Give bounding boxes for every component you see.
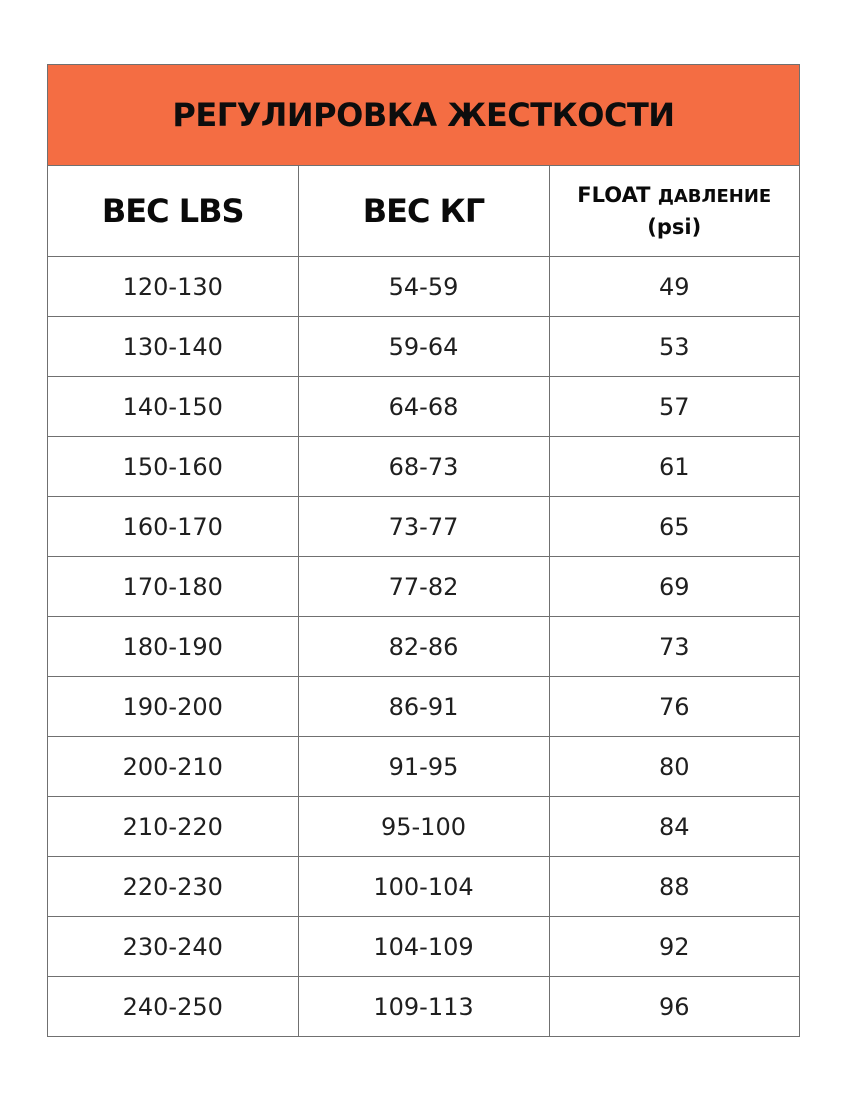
pressure-header-word: ДАВЛЕНИЕ bbox=[657, 186, 772, 207]
table-row bbox=[48, 437, 799, 497]
cell-pressure-psi: 65 bbox=[549, 497, 799, 557]
table-row bbox=[48, 977, 799, 1037]
cell-weight-lbs: 240-250 bbox=[48, 977, 298, 1037]
cell-weight-lbs: 170-180 bbox=[48, 557, 298, 617]
cell-pressure-psi: 69 bbox=[549, 557, 799, 617]
cell-weight-lbs: 150-160 bbox=[48, 437, 298, 497]
cell-weight-kg: 77-82 bbox=[298, 557, 549, 617]
title-bar bbox=[48, 65, 799, 166]
cell-weight-lbs: 180-190 bbox=[48, 617, 298, 677]
cell-weight-kg: 82-86 bbox=[298, 617, 549, 677]
table-row bbox=[48, 317, 799, 377]
cell-weight-kg: 68-73 bbox=[298, 437, 549, 497]
cell-weight-lbs: 190-200 bbox=[48, 677, 298, 737]
cell-pressure-psi: 61 bbox=[549, 437, 799, 497]
cell-weight-lbs: 120-130 bbox=[48, 257, 298, 317]
table-body bbox=[48, 257, 799, 1037]
column-header-weight-lbs: ВЕС LBS bbox=[48, 166, 298, 257]
table-row bbox=[48, 917, 799, 977]
cell-weight-lbs: 160-170 bbox=[48, 497, 298, 557]
cell-weight-lbs: 140-150 bbox=[48, 377, 298, 437]
cell-weight-kg: 91-95 bbox=[298, 737, 549, 797]
cell-weight-kg: 95-100 bbox=[298, 797, 549, 857]
stiffness-chart bbox=[47, 64, 800, 1037]
cell-weight-kg: 100-104 bbox=[298, 857, 549, 917]
cell-weight-lbs: 130-140 bbox=[48, 317, 298, 377]
table-row bbox=[48, 797, 799, 857]
table-row bbox=[48, 377, 799, 437]
pressure-header-float: FLOAT bbox=[577, 183, 651, 207]
table-row bbox=[48, 857, 799, 917]
table-row bbox=[48, 557, 799, 617]
table-row bbox=[48, 257, 799, 317]
cell-pressure-psi: 57 bbox=[549, 377, 799, 437]
cell-weight-kg: 59-64 bbox=[298, 317, 549, 377]
cell-pressure-psi: 53 bbox=[549, 317, 799, 377]
cell-pressure-psi: 96 bbox=[549, 977, 799, 1037]
cell-pressure-psi: 84 bbox=[549, 797, 799, 857]
cell-weight-lbs: 200-210 bbox=[48, 737, 298, 797]
cell-pressure-psi: 73 bbox=[549, 617, 799, 677]
cell-weight-kg: 104-109 bbox=[298, 917, 549, 977]
cell-pressure-psi: 80 bbox=[549, 737, 799, 797]
cell-weight-kg: 86-91 bbox=[298, 677, 549, 737]
header-row bbox=[48, 166, 799, 257]
stiffness-table bbox=[48, 166, 799, 1036]
cell-weight-lbs: 230-240 bbox=[48, 917, 298, 977]
cell-pressure-psi: 88 bbox=[549, 857, 799, 917]
cell-weight-kg: 64-68 bbox=[298, 377, 549, 437]
cell-pressure-psi: 92 bbox=[549, 917, 799, 977]
cell-weight-kg: 73-77 bbox=[298, 497, 549, 557]
table-row bbox=[48, 497, 799, 557]
cell-weight-kg: 109-113 bbox=[298, 977, 549, 1037]
table-row bbox=[48, 677, 799, 737]
cell-pressure-psi: 76 bbox=[549, 677, 799, 737]
table-row bbox=[48, 737, 799, 797]
chart-title: РЕГУЛИРОВКА ЖЕСТКОСТИ bbox=[172, 96, 675, 134]
pressure-header-unit: (psi) bbox=[647, 215, 702, 239]
cell-pressure-psi: 49 bbox=[549, 257, 799, 317]
cell-weight-lbs: 220-230 bbox=[48, 857, 298, 917]
column-header-weight-kg: ВЕС КГ bbox=[298, 166, 549, 257]
table-row bbox=[48, 617, 799, 677]
cell-weight-kg: 54-59 bbox=[298, 257, 549, 317]
column-header-pressure bbox=[549, 166, 799, 257]
cell-weight-lbs: 210-220 bbox=[48, 797, 298, 857]
